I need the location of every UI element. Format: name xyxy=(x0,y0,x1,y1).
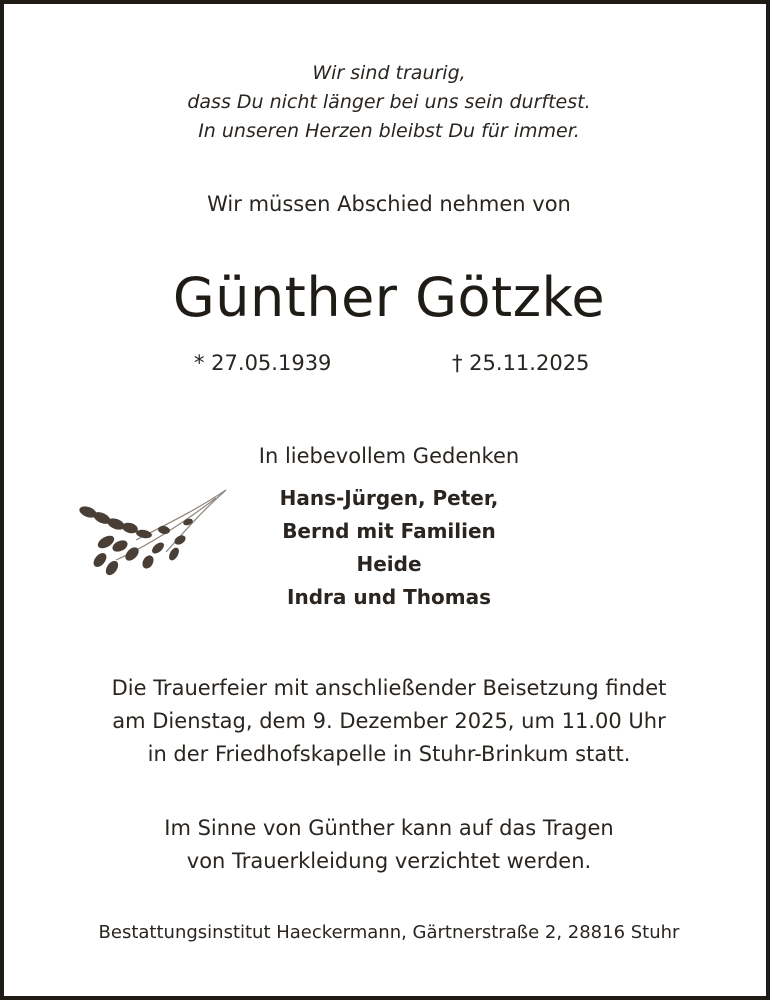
note-line: Im Sinne von Günther kann auf das Tragen xyxy=(164,816,614,840)
service-line: in der Friedhofskapelle in Stuhr-Brinkum statt. xyxy=(147,742,631,766)
deceased-name: Günther Götzke xyxy=(172,266,606,329)
mourner-line: Heide xyxy=(356,552,422,576)
mourner-line: Indra und Thomas xyxy=(287,585,491,609)
service-line: am Dienstag, dem 9. Dezember 2025, um 11.00 Uhr xyxy=(112,709,666,733)
verse-line: Wir sind traurig, xyxy=(312,62,466,84)
funeral-home-footer: Bestattungsinstitut Haeckermann, Gärtnerstraße 2, 28816 Stuhr xyxy=(98,922,680,943)
mourner-line: Bernd mit Familien xyxy=(282,519,496,543)
memorial-heading: In liebevollem Gedenken xyxy=(258,444,520,468)
service-line: Die Trauerfeier mit anschließender Beisetzung findet xyxy=(111,676,667,700)
death-date: † 25.11.2025 xyxy=(452,351,590,375)
birth-date: * 27.05.1939 xyxy=(194,351,332,375)
service-details xyxy=(4,672,770,771)
verse-line: dass Du nicht länger bei uns sein durftest. xyxy=(187,91,591,113)
mourner-line: Hans-Jürgen, Peter, xyxy=(279,486,499,510)
intro-text: Wir müssen Abschied nehmen von xyxy=(207,192,571,216)
verse xyxy=(4,59,770,146)
mourning-attire-note xyxy=(4,812,770,878)
verse-line: In unseren Herzen bleibst Du für immer. xyxy=(198,120,580,142)
note-line: von Trauerkleidung verzichtet werden. xyxy=(186,849,592,873)
mourners-list xyxy=(4,482,770,614)
